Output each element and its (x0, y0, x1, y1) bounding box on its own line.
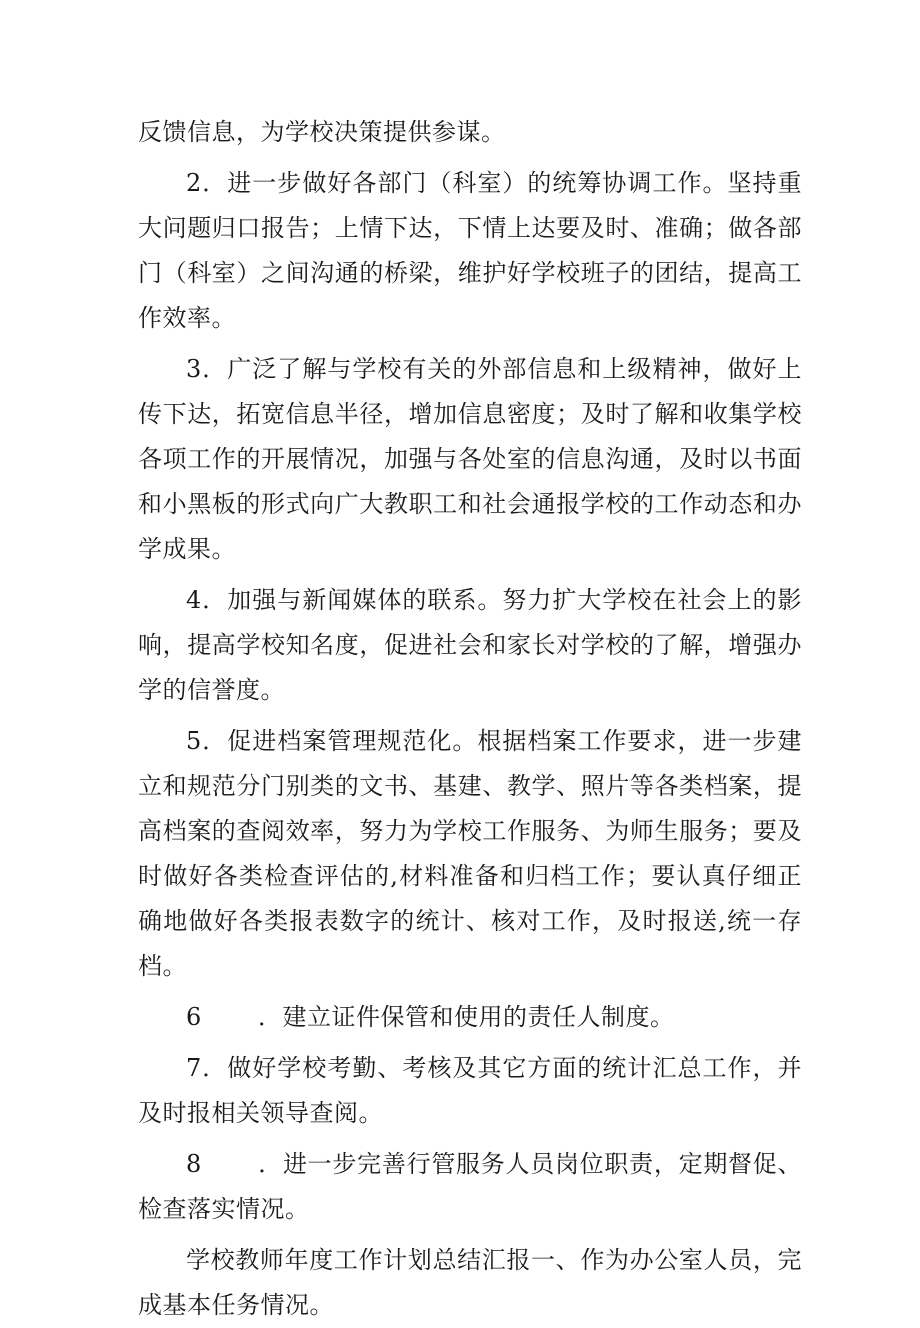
paragraph-item-3: 3．广泛了解与学校有关的外部信息和上级精神，做好上传下达，拓宽信息半径，增加信息密度；及时了解和收集学校各项工作的开展情况，加强与各处室的信息沟通，及时以书面和小黑板的形式向广大教职工和社会通报学校的工作动态和办学成果。 (138, 355, 802, 563)
item-8-number: 8 (186, 1150, 202, 1178)
paragraph-item-6 (138, 995, 802, 1040)
item-6-number: 6 (186, 1003, 202, 1031)
paragraph-item-5: 5．促进档案管理规范化。根据档案工作要求，进一步建立和规范分门别类的文书、基建、教学、照片等各类档案，提高档案的查阅效率，努力为学校工作服务、为师生服务；要及时做好各类检查评估的,材料准备和归档工作；要认真仔细正确地做好各类报表数字的统计、核对工作，及时报送,统一存档。 (138, 727, 802, 980)
paragraph-item-2: 2．进一步做好各部门（科室）的统筹协调工作。坚持重大问题归口报告；上情下达，下情上达要及时、准确；做各部门（科室）之间沟通的桥梁，维护好学校班子的团结，提高工作效率。 (138, 169, 802, 332)
paragraph-item-8 (138, 1142, 802, 1232)
paragraph-feedback: 反馈信息，为学校决策提供参谋。 (138, 118, 506, 146)
item-8-text: ．进一步完善行管服务人员岗位职责，定期督促、检查落实情况。 (138, 1150, 802, 1223)
paragraph-summary: 学校教师年度工作计划总结汇报一、作为办公室人员，完成基本任务情况。 (138, 1246, 802, 1319)
paragraph-item-7: 7．做好学校考勤、考核及其它方面的统计汇总工作，并及时报相关领导查阅。 (138, 1054, 802, 1127)
document-body (138, 110, 802, 1328)
paragraph-item-4: 4．加强与新闻媒体的联系。努力扩大学校在社会上的影响，提高学校知名度，促进社会和家长对学校的了解，增强办学的信誉度。 (138, 586, 802, 704)
item-6-text: ．建立证件保管和使用的责任人制度。 (258, 1003, 675, 1031)
